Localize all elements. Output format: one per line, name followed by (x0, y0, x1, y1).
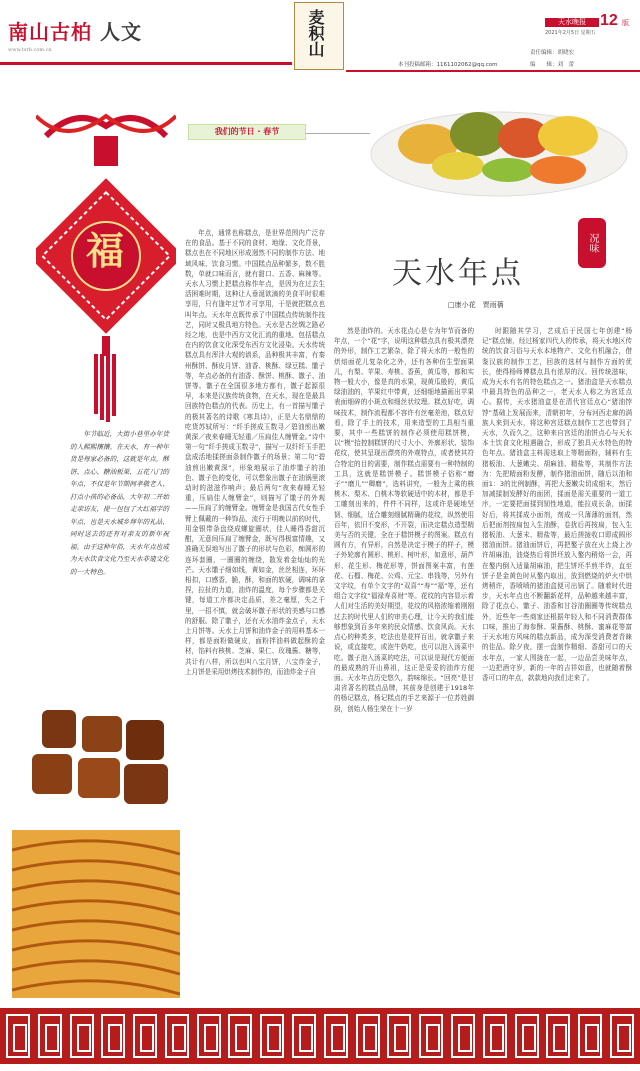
editor-line: 责任编辑：胡晓宏 (530, 50, 575, 56)
bottom-lattice-border (0, 1008, 640, 1064)
pastry-plate-image (368, 86, 630, 198)
brand-title: 南山古柏 人文 (8, 20, 142, 44)
page-unit: 版 (622, 19, 629, 27)
paper-badge: 天水晚报 (545, 18, 599, 27)
banner-rule (306, 133, 370, 134)
contact-line: 本刊投稿邮箱：1161102062@qq.com (398, 62, 498, 68)
article-col-2: 然是油炸的。天水花点心是专为年节而备的年点，一个“花”字，说明这种糕点具有极其漂亮的外形，制作工艺繁杂，除了将天水的一般性的烘焙面花儿复杂化之外，还有各种仿生型面果儿，有梨、苹果、寿桃、香蕉，黄瓜等，都和实物一般大小，像是真的水果，现黄瓜般的，黄瓜绿油油的，苹果红中带黄，还细细地描画出苹果表面细碎的小斑点和细丝状纹理。糕点好吃，调味技术，制作流程都不容许有丝毫差池，糕点好看，除了手上的技术，用来造型的工具相当重要，其中一些糕饼的制作必须使用糕饼模，以“模”拾控制糕饼的尺寸大小、外廓形状、装饰花纹，使其呈现出漂亮的外观特点，或者使其符合特定的目的需要，制作糕点需要有一种特制的工具，这就是糕饼模子。糕饼模子俗称“磨子”“磨儿”“卿磨”，选料讲究，一般为上乘的核桃木、梨木、白桃木等软硬适中的木材，都是手工雕刻出来的，件件不同样，这或许是硬地坚韧、细腻，适合雕刻细腻精确的花纹，纵然使用百年，依旧不变形，不开裂，而决定糕点造型精美与否的关键，全在于糕饼模子的图案。糕点有圆有方，有异形，自然是决定于模子的样子，模子外轮廓有圆形、桃形、树叶形，如意形，葫芦形、花生形、梅花形等，饼面图案丰富，有莲花、石榴、梅花、公鸡、元宝、串钱等，另外有文字纹，有单个文字的“双喜”“寿”“福”等，还有组合文字纹“福禄寿喜财”等。花纹的内容显示着人们对生活的美好期望，花纹的风格浓缩着刚刚过去的时代里人们的审美心理，让今天的我们能够想象到百多年来的民众情感、饮食风尚。天水点心的种类多，吃法也是花样百出，就拿馓子来说，或直接吃，或泡牛奶吃，也可以泡入汤菜中吃。馓子泡入汤菜的吃法，可以说是现代方便面的最成熟的开山鼻祖，这正是妥妥的油炸方便面。天水年点历史悠久，韵味绵长。“回亮”是甘肃省著名的糕点品牌，其前身是创建于1918年的杨记糕点，杨记糕点的手艺来源于一位苏姓御厨，创始人杨生荣在十一岁 (334, 327, 474, 713)
intro-verse: 年节临近，大街小巷里办年货的人熙熙攘攘。在天水，有一种年货是每家必备的，这就是年点。酥饼、点心、糖油板果、五花八门的年点，不仅是年节期间孝敬老人、打点小孩的必备品，大年初二开始走亲访友，提一包包了大红福字的年点，也是天水城乡拜年的礼品，同时送去的还有对亲友的新年祝福。由于这种年俗，天水年点也成为天水饮食文化乃至天水非遗文化的一大特色。 (70, 430, 169, 576)
designer-line: 编 辑：刘 蕾 (530, 62, 575, 68)
header-rule-right (346, 70, 640, 72)
section-banner: 我们的节日 · 春节 (188, 124, 306, 140)
article-col-3: 时跟随其学习，艺成后于民国七年创建“杨记”糕点铺，经过杨家四代人的传承，将天水地区传统的饮食习俗与天水本地物产、文化有机融合，借鉴汉族的制作工艺，回族的选材与制作方面的优长，使得杨师傅糕点具有浓厚的汉、回传统滋味，成为天水有名的特色糕点之一。猪油盒是天水糕点中最具特色的品种之一，老天水人称之为宫廷点心。据传，天水猪油盒是在清代宫廷点心“猪油饽饽”基础上发展而来，清朝初年，分布河西走廊的满族人来到天水，将这种宫廷糕点制作工艺也带到了天水，久而久之，这种来自宫廷的油饼点心与天水本土饮食文化相遇融合，形成了独具天水特色的特色年点。猪油盒主料需选取上等精面粉，辅料有生猪板油、大葱嫩尖、胡麻油、精盐等，其制作方法为：先把精面粉发酵，制作猪油面饼，随后以油和面1：3的比例制酥，再把大葱嫩尖切成细末，然后加减揉制发酵好的面团，揉面是需关重要的一道工序，一定要把面揉到韧性地道，能拉成长条，面揉好后，将其揉成小面剂，剂成一只薄薄的面剂，然后把面剂按扁包入生油酥，卷扰后再按扁，包入生猪板油、大葱末、精盐等，最后搓拢收口即成圆形猪油面饼。猪油面饼后，再把鏊子放在火上烧上沙许胡麻油，油烧热后将饼坯放入鏊内稍烙一会，再在鏊内倒入适量胡麻油，把生饼坯半煎半炸，直至饼子是金黄色时从鏊内取出，放到燃烧的炉火中烘烤稍许，香喷喷的猪油盒便可出锅了。随着时代进步，天水年点也不断翻新花样，品种越来越丰富，除了花点心、馓子、油香和甘谷油圈圈等传统糕点外，近些年一些商家还根据年轻人和不同消费群体口味，推出了海参酥、果酱酥、桃酥、蜜麻花等富于天水地方风味的糕点新品，成为深受消费者青睐的佳品。除夕夜，摆一盘制作精细、香甜可口的天水年点，一家人围拢在一起，一边品尝美味年点，一边把酒守岁，新的一年的吉祥如意，也就随着酥香可口的年点，款款地向我们走来了。 (482, 327, 632, 682)
fu-character: 福 (86, 228, 125, 273)
sanzi-image (12, 830, 180, 998)
masthead-box (294, 2, 344, 70)
masthead-title: 麦积山 (306, 9, 325, 57)
byline: □康小花 贾雨蒨 (448, 301, 504, 309)
brand-block (8, 16, 142, 53)
youbing-image (22, 700, 182, 820)
article-title: 天水年点 (392, 256, 524, 291)
site-url: www.tsrb.com.cn (8, 47, 52, 53)
page-number: 12 (600, 12, 618, 29)
article-col-1: 年点，通常也称糕点，是世界范围内广泛存在的食品。基于不同的食材、地缘、文化背景，糕点也在不同地区形成迥然不同的制作方法、地域风味、饮食习惯。中国糕点品种繁多，数不胜数，单就口味而言，就有甜口、五香、麻辣等。天水人习惯上把糕点称作年点，是因为在过去生活困难时期，这种让人垂涎欲滴的美食平时很难享用，只有逢年过节才可享用，于是就把糕点也叫年点。天水年点既传承了中国糕点传统制作技艺，同时又极具地方特色。天水是古丝绸之路必经之地，也是中西方文化汇流的重地，包括糕点在内的饮食文化深受东西方文化浸染。天水传统糕点具有浑沣大观的谱系，品种极其丰富，有秦州酥饼、酥皮月饼、油香、桃酥、绿豆糕、馓子等，年点必备的有油香、酥饼、桃酥、馓子、油饼等。馓子在全国很多地方都有，馓子起源很早，本来是汉族传统食物，在天水，现在是最具回族特色糕点的代表。历史上，有一首描写馓子的极其著名的诗歌《寒具诗》，正是大名鼎鼎的吃货苏轼所写：“纤手搓成玉数寻／碧油煎出嫩黄深／夜来春睡无轻重／压扁佳人缠臂金。”诗中第一句“纤手搓成玉数寻”，描写一双纤纤玉手把盘成活地揉搓面条制作馓子的场景；第二句“碧油煎出嫩黄深”，形象地展示了油炸馓子的油色、馓子色的变化，可以想象出馓子在油锅里滚动时的滋滋作响声；最后两句“夜来春睡无轻重，压扁佳人缠臂金”，则描写了馓子的外观——压扁了的缠臂金。缠臂金是我国古代女性手臂上佩戴的一种饰品，流行于明晚以前的时代，用金银带条盘绕成螺旋圈状，佳人睡得香甜沉酣，无意间压扁了缠臂金，既写得极富情趣，又准确无误地写出了馓子的形状与色彩，痴圆形的连环套圈，一圈圈的缠绕，散发着金灿灿的光芒。天水馓子细如线，黄如金，丝丝相连，环环相扣，口感香，脆，酥，和面的软硬，调味的拿捏，拉扯的力道，油炸的温度，每个步骤都是关键，每道工序都决定品质，差之毫厘，失之千里，一招不慎，就会破坏馓子形状的美感与口感的舒服。除了馓子，还有天水油炸金点子，天水上月饼等。天水上月饼和油炸金子的用料基本一样，都是面粉做硬皮，面粉拌油料做起酥的金材，馅料有核桃、芝麻、果仁、玫瑰酱、糖等，共计有八样，所以也叫八宝月饼，八宝炸金子，上月饼是采用烘烤技术制作的，而油炸金子自 (185, 229, 325, 676)
header-rule-left (0, 62, 292, 65)
column-tag: 况味 (578, 218, 606, 268)
issue-date: 2021年2月5日 星期五 (545, 30, 596, 36)
